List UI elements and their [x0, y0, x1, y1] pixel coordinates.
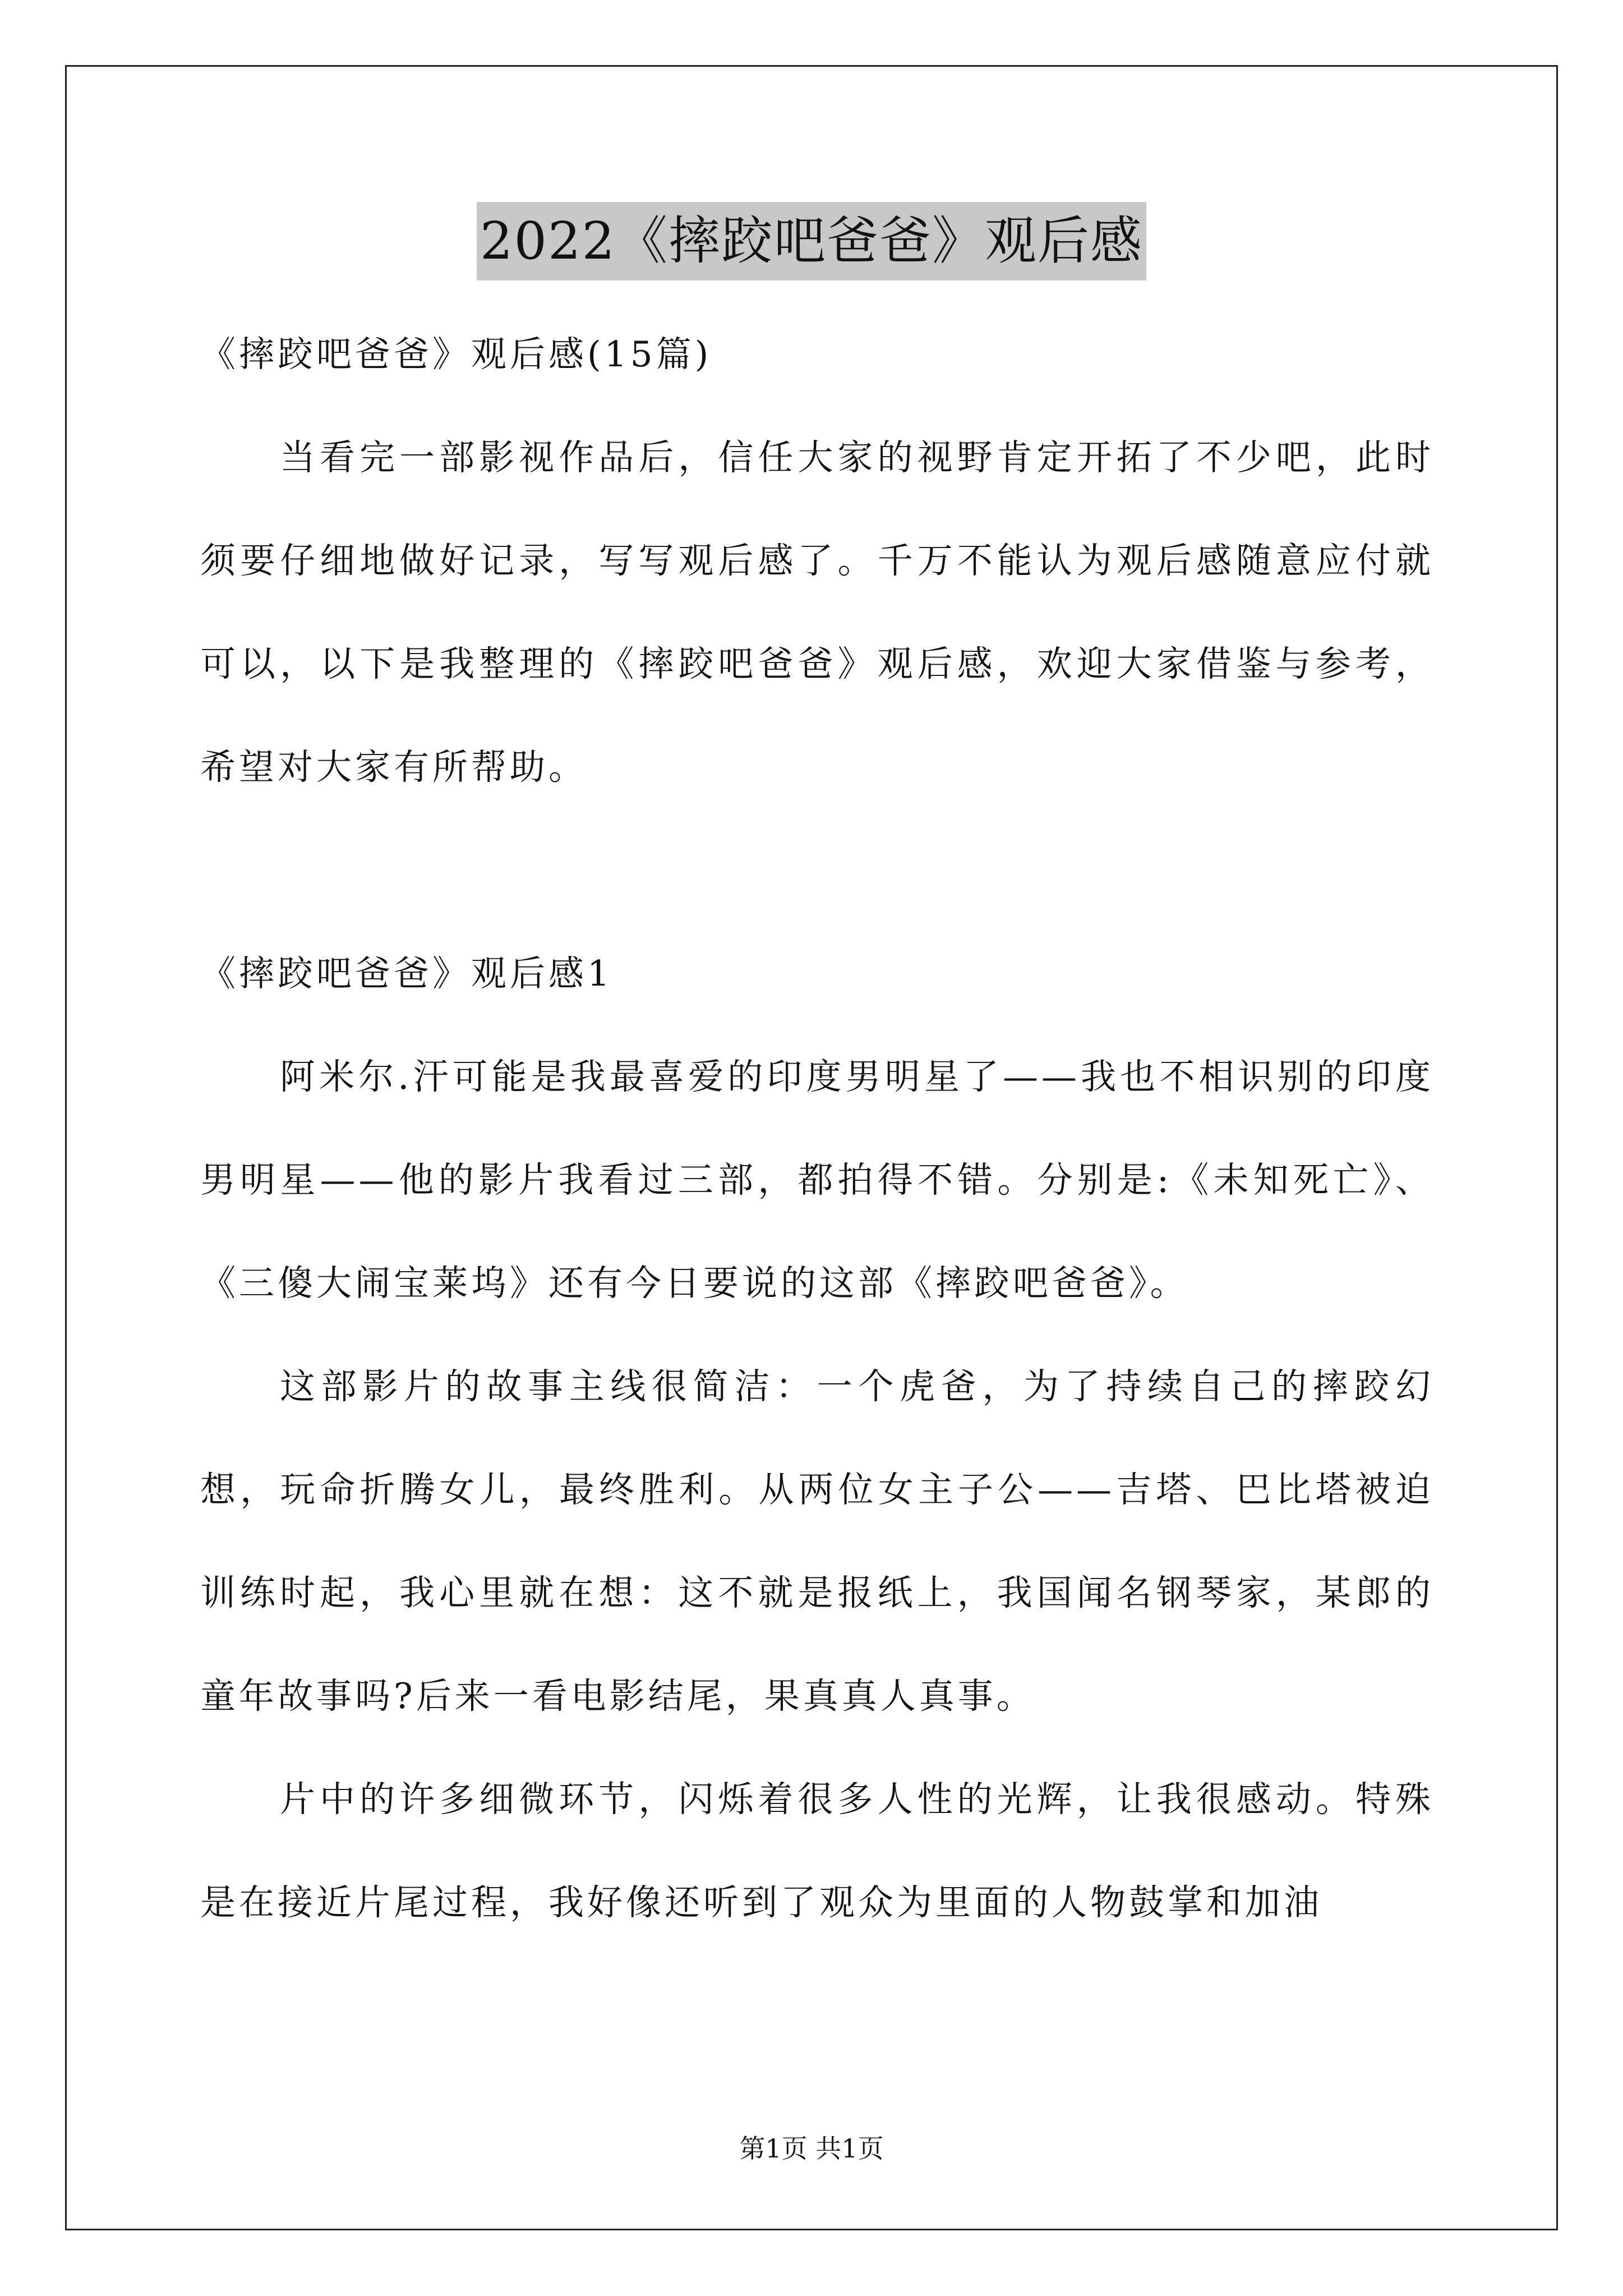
section-heading: 《摔跤吧爸爸》观后感1 [200, 953, 614, 994]
body-paragraph-1: 阿米尔.汗可能是我最喜爱的印度男明星了——我也不相识别的印度男明星——他的影片我看过三部，都拍得不错。分别是:《未知死亡》、《三傻大闹宝莱坞》还有今日要说的这部《摔跤吧爸爸》。 [200, 1056, 1434, 1304]
document-body [200, 303, 1434, 1954]
page-footer: 第1页 共1页 [739, 2133, 884, 2164]
body-paragraph-3: 片中的许多细微环节，闪烁着很多人性的光辉，让我很感动。特殊是在接近片尾过程，我好像还听到了观众为里面的人物鼓掌和加油 [200, 1779, 1434, 1923]
intro-paragraph: 当看完一部影视作品后，信任大家的视野肯定开拓了不少吧，此时须要仔细地做好记录，写写观后感了。千万不能认为观后感随意应付就可以，以下是我整理的《摔跤吧爸爸》观后感，欢迎大家借鉴与参考，希望对大家有所帮助。 [200, 437, 1434, 788]
title-container [0, 202, 1623, 280]
document-title: 2022《摔跤吧爸爸》观后感 [477, 202, 1146, 280]
body-paragraph-2: 这部影片的故事主线很简洁：一个虎爸，为了持续自己的摔跤幻想，玩命折腾女儿，最终胜利。从两位女主子公——吉塔、巴比塔被迫训练时起，我心里就在想：这不就是报纸上，我国闻名钢琴家，某郎的童年故事吗?后来一看电影结尾，果真真人真事。 [200, 1366, 1434, 1717]
collection-heading: 《摔跤吧爸爸》观后感(15篇) [200, 334, 712, 375]
section-spacer [200, 819, 1434, 922]
